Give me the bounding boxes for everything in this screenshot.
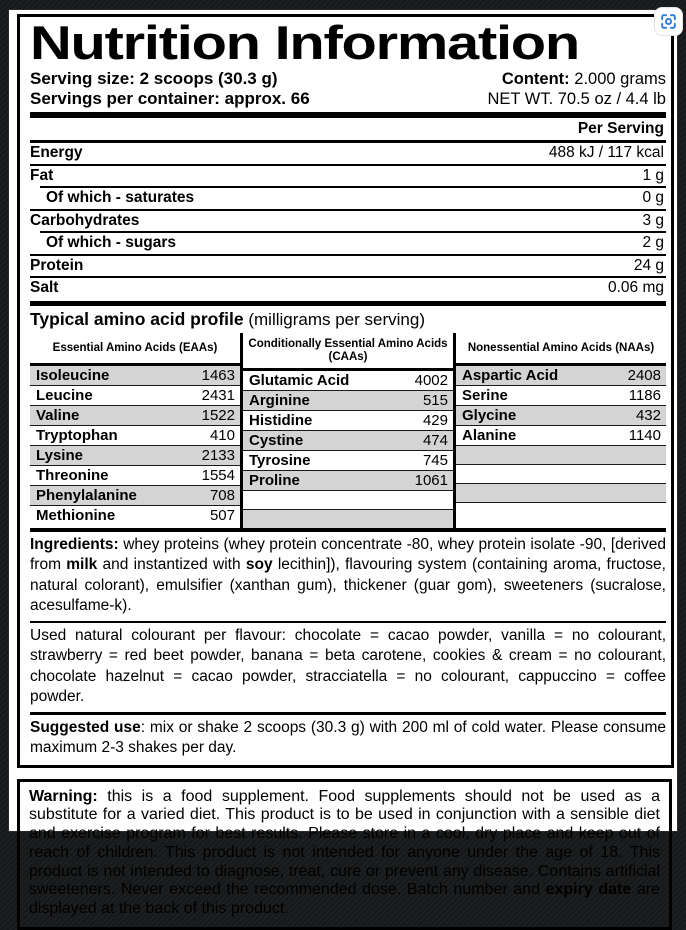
amino-name: Histidine xyxy=(249,411,312,430)
serving-info xyxy=(30,69,666,109)
per-serving-row xyxy=(30,278,666,298)
amino-row xyxy=(456,445,666,464)
amino-name: Cystine xyxy=(249,431,303,450)
nutrition-label xyxy=(8,9,678,832)
nutrient-value: 0.06 mg xyxy=(608,279,664,298)
amino-row xyxy=(456,502,666,521)
text-segment: are displayed at the back of this product. xyxy=(29,881,660,917)
amino-name: Glutamic Acid xyxy=(249,371,349,390)
amino-row xyxy=(243,410,453,430)
amino-row xyxy=(456,483,666,502)
per-serving-row xyxy=(30,166,666,186)
amino-row xyxy=(30,505,240,525)
content-label: Content: xyxy=(502,70,570,88)
amino-value: 1554 xyxy=(202,466,235,485)
nutrient-name: Of which - sugars xyxy=(30,234,176,253)
nutrient-value: 1 g xyxy=(642,167,664,186)
amino-row xyxy=(456,405,666,425)
nutrient-value: 488 kJ / 117 kcal xyxy=(549,144,664,163)
amino-value: 1061 xyxy=(415,471,448,490)
amino-name: Threonine xyxy=(36,466,109,485)
nutrient-value: 2 g xyxy=(642,234,664,253)
per-serving-row xyxy=(30,211,666,231)
amino-profile-title-bold: Typical amino acid profile xyxy=(30,309,244,329)
bold-text-segment: Ingredients: xyxy=(30,536,123,553)
amino-value: 1522 xyxy=(202,406,235,425)
amino-name: Valine xyxy=(36,406,79,425)
amino-row xyxy=(456,464,666,483)
bold-text-segment: soy xyxy=(246,556,273,573)
amino-name: Aspartic Acid xyxy=(462,366,558,385)
screen-capture-button[interactable] xyxy=(654,7,683,36)
warning-text xyxy=(29,786,660,922)
text-segment: and instantized with xyxy=(97,556,246,573)
bold-text-segment: expiry date xyxy=(546,881,632,898)
nutrient-name: Fat xyxy=(30,167,53,186)
text-segment: this is a food supplement. Food supplements should not be used as a substitute for a varied diet. This product is to be used in conjunction with a sensible diet and exercise program for best results. Please store in a cool, dry place and keep out of reach of children. This product is not intended for anyone under the age of 18. This product is not intended to diagnose, treat, cure or prevent any disease. Contains artificial sweeteners. Never exceed the recommended dose. Batch number and xyxy=(29,788,660,899)
ingredients-text xyxy=(30,532,666,621)
amino-row xyxy=(30,445,240,465)
servings-per-container: Servings per container: approx. 66 xyxy=(30,89,310,109)
amino-name: Methionine xyxy=(36,506,115,525)
amino-name: Glycine xyxy=(462,406,516,425)
nutrient-name: Of which - saturates xyxy=(30,189,194,208)
amino-name: Proline xyxy=(249,471,300,490)
per-serving-row xyxy=(30,143,666,163)
per-serving-row xyxy=(30,188,666,208)
per-serving-table xyxy=(30,143,666,298)
per-serving-header: Per Serving xyxy=(30,118,666,140)
per-serving-row xyxy=(30,256,666,276)
amino-acid-table xyxy=(30,333,666,532)
label-title: Nutrition Information xyxy=(30,18,686,68)
text-segment: whey proteins (whey protein concentrate -80, whey protein isolate -90, [derived from xyxy=(30,536,666,574)
amino-row xyxy=(456,366,666,385)
net-weight: NET WT. 70.5 oz / 4.4 lb xyxy=(487,89,666,109)
colourants-text xyxy=(30,623,666,712)
amino-value: 4002 xyxy=(415,371,448,390)
nutrient-value: 3 g xyxy=(642,212,664,231)
text-segment: : mix or shake 2 scoops (30.3 g) with 200 ml of cold water. Please consume maximum 2-3 shakes per day. xyxy=(30,719,666,757)
warning-box xyxy=(17,779,672,930)
amino-row xyxy=(243,490,453,509)
content-value: 2.000 grams xyxy=(570,70,666,88)
content-amount xyxy=(487,69,666,89)
text-segment: lecithin]), flavouring system (containing aroma, fructose, natural colorant), emulsifier (xanthan gum), thickener (guar gom), sweeteners (sucralose, acesulfame-k). xyxy=(30,556,666,614)
amino-row xyxy=(243,430,453,450)
amino-name: Isoleucine xyxy=(36,366,109,385)
amino-column-header: Essential Amino Acids (EAAs) xyxy=(30,333,240,363)
amino-name: Tryptophan xyxy=(36,426,118,445)
nutrient-name: Energy xyxy=(30,144,83,163)
amino-row xyxy=(243,509,453,528)
amino-row xyxy=(243,450,453,470)
nutrient-name: Protein xyxy=(30,257,83,276)
amino-value: 429 xyxy=(423,411,448,430)
amino-row xyxy=(30,366,240,385)
nutrient-name: Salt xyxy=(30,279,58,298)
amino-value: 432 xyxy=(636,406,661,425)
amino-column-header: Conditionally Essential Amino Acids (CAAs) xyxy=(243,333,453,368)
amino-name: Leucine xyxy=(36,386,93,405)
amino-row xyxy=(30,425,240,445)
amino-row xyxy=(456,385,666,405)
amino-name: Serine xyxy=(462,386,508,405)
amino-value: 2408 xyxy=(628,366,661,385)
amino-row xyxy=(456,425,666,445)
amino-value: 507 xyxy=(210,506,235,525)
camera-scan-icon xyxy=(659,12,678,31)
amino-row xyxy=(30,405,240,425)
nutrition-facts-box xyxy=(17,14,674,768)
bold-text-segment: milk xyxy=(66,556,97,573)
amino-row xyxy=(243,470,453,490)
amino-column xyxy=(456,333,666,528)
nutrient-value: 0 g xyxy=(642,189,664,208)
amino-value: 515 xyxy=(423,391,448,410)
nutrient-value: 24 g xyxy=(634,257,664,276)
bold-text-segment: Suggested use xyxy=(30,719,141,736)
amino-profile-title xyxy=(30,306,666,333)
serving-size: Serving size: 2 scoops (30.3 g) xyxy=(30,69,310,89)
amino-name: Alanine xyxy=(462,426,516,445)
amino-value: 1140 xyxy=(629,426,661,445)
amino-name: Lysine xyxy=(36,446,83,465)
amino-column-header: Nonessential Amino Acids (NAAs) xyxy=(456,333,666,363)
text-segment: Used natural colourant per flavour: chocolate = cacao powder, vanilla = no colourant, strawberry = red beet powder, banana = beta carotene, cookies & cream = no colourant, chocolate hazelnut = cacao powder, stracciatella = no colourant, cappuccino = coffee powder. xyxy=(30,627,666,706)
amino-row xyxy=(30,465,240,485)
amino-value: 745 xyxy=(423,451,448,470)
amino-row xyxy=(243,390,453,410)
amino-value: 708 xyxy=(210,486,235,505)
amino-value: 2133 xyxy=(202,446,235,465)
bold-text-segment: Warning: xyxy=(29,788,98,805)
amino-value: 1463 xyxy=(202,366,235,385)
amino-value: 474 xyxy=(423,431,448,450)
amino-name: Tyrosine xyxy=(249,451,310,470)
amino-column xyxy=(243,333,453,528)
amino-profile-subtitle: (milligrams per serving) xyxy=(244,310,425,329)
amino-column xyxy=(30,333,240,528)
amino-name: Phenylalanine xyxy=(36,486,137,505)
nutrient-name: Carbohydrates xyxy=(30,212,139,231)
amino-value: 2431 xyxy=(202,386,235,405)
amino-row xyxy=(243,371,453,390)
amino-row xyxy=(30,385,240,405)
amino-row xyxy=(30,485,240,505)
per-serving-row xyxy=(30,233,666,253)
suggested-use-text xyxy=(30,715,666,763)
amino-name: Arginine xyxy=(249,391,310,410)
amino-value: 1186 xyxy=(629,386,661,405)
amino-value: 410 xyxy=(210,426,235,445)
